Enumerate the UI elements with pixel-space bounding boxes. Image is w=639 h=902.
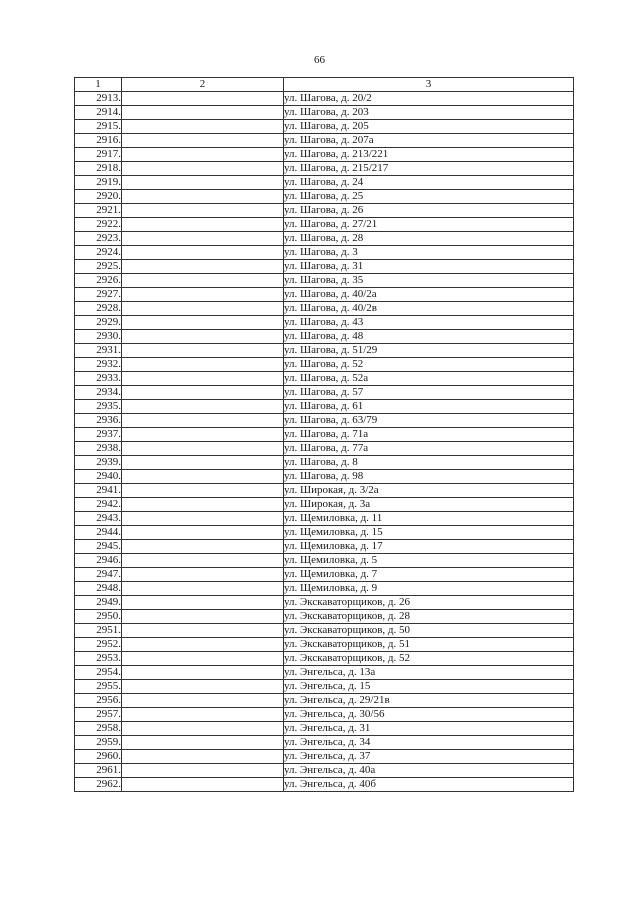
address-cell: ул. Шагова, д. 25	[284, 190, 574, 204]
organization-cell	[122, 722, 284, 736]
table-row	[75, 596, 574, 610]
table-row	[75, 246, 574, 260]
address-cell: ул. Щемиловка, д. 11	[284, 512, 574, 526]
table-row	[75, 260, 574, 274]
page-number: 66	[314, 54, 325, 66]
table-row	[75, 330, 574, 344]
address-cell: ул. Шагова, д. 205	[284, 120, 574, 134]
table-row	[75, 554, 574, 568]
organization-cell	[122, 484, 284, 498]
row-number-cell: 2952.	[75, 638, 122, 652]
table-row	[75, 582, 574, 596]
table-row	[75, 484, 574, 498]
table-row	[75, 274, 574, 288]
address-cell: ул. Шагова, д. 52	[284, 358, 574, 372]
row-number-cell: 2944.	[75, 526, 122, 540]
address-cell: ул. Энгельса, д. 40а	[284, 764, 574, 778]
organization-cell	[122, 204, 284, 218]
table-row	[75, 512, 574, 526]
table-body	[75, 92, 574, 792]
table-row	[75, 358, 574, 372]
organization-cell	[122, 148, 284, 162]
organization-cell	[122, 162, 284, 176]
address-cell: ул. Шагова, д. 215/217	[284, 162, 574, 176]
organization-cell	[122, 344, 284, 358]
table-row	[75, 344, 574, 358]
address-cell: ул. Энгельса, д. 40б	[284, 778, 574, 792]
organization-cell	[122, 652, 284, 666]
organization-cell	[122, 260, 284, 274]
row-number-cell: 2956.	[75, 694, 122, 708]
row-number-cell: 2930.	[75, 330, 122, 344]
address-cell: ул. Шагова, д. 63/79	[284, 414, 574, 428]
table-row	[75, 778, 574, 792]
table-row	[75, 288, 574, 302]
row-number-cell: 2935.	[75, 400, 122, 414]
organization-cell	[122, 386, 284, 400]
row-number-cell: 2929.	[75, 316, 122, 330]
table-row	[75, 456, 574, 470]
table-row	[75, 386, 574, 400]
organization-cell	[122, 680, 284, 694]
table-row	[75, 652, 574, 666]
address-cell: ул. Шагова, д. 8	[284, 456, 574, 470]
table-row	[75, 764, 574, 778]
row-number-cell: 2954.	[75, 666, 122, 680]
organization-cell	[122, 666, 284, 680]
table-row	[75, 190, 574, 204]
organization-cell	[122, 232, 284, 246]
table-row	[75, 218, 574, 232]
table-row	[75, 316, 574, 330]
organization-cell	[122, 778, 284, 792]
organization-cell	[122, 540, 284, 554]
organization-cell	[122, 106, 284, 120]
organization-cell	[122, 428, 284, 442]
table-row	[75, 176, 574, 190]
organization-cell	[122, 442, 284, 456]
table-row	[75, 610, 574, 624]
organization-cell	[122, 330, 284, 344]
row-number-cell: 2960.	[75, 750, 122, 764]
table-row	[75, 134, 574, 148]
row-number-cell: 2948.	[75, 582, 122, 596]
table-row	[75, 302, 574, 316]
column-header-organization: 2	[122, 78, 284, 92]
address-cell: ул. Шагова, д. 28	[284, 232, 574, 246]
organization-cell	[122, 568, 284, 582]
row-number-cell: 2921.	[75, 204, 122, 218]
organization-cell	[122, 554, 284, 568]
table-row	[75, 92, 574, 106]
table-row	[75, 498, 574, 512]
row-number-cell: 2914.	[75, 106, 122, 120]
row-number-cell: 2961.	[75, 764, 122, 778]
address-cell: ул. Шагова, д. 61	[284, 400, 574, 414]
row-number-cell: 2932.	[75, 358, 122, 372]
organization-cell	[122, 596, 284, 610]
row-number-cell: 2950.	[75, 610, 122, 624]
organization-cell	[122, 610, 284, 624]
table-row	[75, 106, 574, 120]
address-cell: ул. Шагова, д. 71а	[284, 428, 574, 442]
row-number-cell: 2955.	[75, 680, 122, 694]
address-cell: ул. Широкая, д. 3а	[284, 498, 574, 512]
table-row	[75, 568, 574, 582]
row-number-cell: 2913.	[75, 92, 122, 106]
organization-cell	[122, 316, 284, 330]
row-number-cell: 2925.	[75, 260, 122, 274]
table-row	[75, 148, 574, 162]
table-row	[75, 526, 574, 540]
row-number-cell: 2939.	[75, 456, 122, 470]
address-cell: ул. Шагова, д. 40/2в	[284, 302, 574, 316]
address-cell: ул. Шагова, д. 3	[284, 246, 574, 260]
organization-cell	[122, 624, 284, 638]
organization-cell	[122, 92, 284, 106]
organization-cell	[122, 134, 284, 148]
address-cell: ул. Экскаваторщиков, д. 51	[284, 638, 574, 652]
address-cell: ул. Энгельса, д. 30/56	[284, 708, 574, 722]
organization-cell	[122, 694, 284, 708]
address-cell: ул. Шагова, д. 20/2	[284, 92, 574, 106]
table-row	[75, 666, 574, 680]
organization-cell	[122, 400, 284, 414]
address-cell: ул. Шагова, д. 203	[284, 106, 574, 120]
address-cell: ул. Экскаваторщиков, д. 50	[284, 624, 574, 638]
address-cell: ул. Экскаваторщиков, д. 52	[284, 652, 574, 666]
organization-cell	[122, 246, 284, 260]
row-number-cell: 2945.	[75, 540, 122, 554]
row-number-cell: 2923.	[75, 232, 122, 246]
organization-cell	[122, 512, 284, 526]
row-number-cell: 2947.	[75, 568, 122, 582]
row-number-cell: 2931.	[75, 344, 122, 358]
row-number-cell: 2926.	[75, 274, 122, 288]
table-row	[75, 680, 574, 694]
address-cell: ул. Экскаваторщиков, д. 26	[284, 596, 574, 610]
address-cell: ул. Шагова, д. 35	[284, 274, 574, 288]
table-row	[75, 624, 574, 638]
table-row	[75, 120, 574, 134]
table-row	[75, 400, 574, 414]
address-table	[74, 77, 574, 792]
row-number-cell: 2958.	[75, 722, 122, 736]
table-row	[75, 232, 574, 246]
address-cell: ул. Щемиловка, д. 15	[284, 526, 574, 540]
row-number-cell: 2917.	[75, 148, 122, 162]
address-cell: ул. Щемиловка, д. 9	[284, 582, 574, 596]
row-number-cell: 2927.	[75, 288, 122, 302]
address-cell: ул. Шагова, д. 31	[284, 260, 574, 274]
address-cell: ул. Энгельса, д. 34	[284, 736, 574, 750]
organization-cell	[122, 288, 284, 302]
column-header-number: 1	[75, 78, 122, 92]
row-number-cell: 2924.	[75, 246, 122, 260]
row-number-cell: 2919.	[75, 176, 122, 190]
table-row	[75, 414, 574, 428]
organization-cell	[122, 708, 284, 722]
table-row	[75, 750, 574, 764]
table-row	[75, 442, 574, 456]
row-number-cell: 2936.	[75, 414, 122, 428]
address-cell: ул. Шагова, д. 40/2а	[284, 288, 574, 302]
row-number-cell: 2928.	[75, 302, 122, 316]
table-header-row	[75, 78, 574, 92]
organization-cell	[122, 456, 284, 470]
address-cell: ул. Энгельса, д. 13а	[284, 666, 574, 680]
row-number-cell: 2937.	[75, 428, 122, 442]
row-number-cell: 2943.	[75, 512, 122, 526]
table-row	[75, 162, 574, 176]
address-cell: ул. Шагова, д. 77а	[284, 442, 574, 456]
address-cell: ул. Энгельса, д. 15	[284, 680, 574, 694]
address-cell: ул. Щемиловка, д. 7	[284, 568, 574, 582]
address-cell: ул. Шагова, д. 207а	[284, 134, 574, 148]
row-number-cell: 2916.	[75, 134, 122, 148]
address-cell: ул. Шагова, д. 27/21	[284, 218, 574, 232]
table-row	[75, 372, 574, 386]
organization-cell	[122, 176, 284, 190]
row-number-cell: 2946.	[75, 554, 122, 568]
address-cell: ул. Щемиловка, д. 5	[284, 554, 574, 568]
row-number-cell: 2959.	[75, 736, 122, 750]
address-cell: ул. Шагова, д. 57	[284, 386, 574, 400]
organization-cell	[122, 302, 284, 316]
address-cell: ул. Энгельса, д. 31	[284, 722, 574, 736]
row-number-cell: 2941.	[75, 484, 122, 498]
row-number-cell: 2949.	[75, 596, 122, 610]
row-number-cell: 2957.	[75, 708, 122, 722]
address-cell: ул. Энгельса, д. 29/21в	[284, 694, 574, 708]
address-cell: ул. Шагова, д. 48	[284, 330, 574, 344]
organization-cell	[122, 120, 284, 134]
row-number-cell: 2920.	[75, 190, 122, 204]
address-cell: ул. Шагова, д. 213/221	[284, 148, 574, 162]
organization-cell	[122, 372, 284, 386]
row-number-cell: 2934.	[75, 386, 122, 400]
row-number-cell: 2953.	[75, 652, 122, 666]
address-cell: ул. Шагова, д. 43	[284, 316, 574, 330]
row-number-cell: 2915.	[75, 120, 122, 134]
organization-cell	[122, 274, 284, 288]
organization-cell	[122, 218, 284, 232]
table-row	[75, 708, 574, 722]
row-number-cell: 2933.	[75, 372, 122, 386]
column-header-address: 3	[284, 78, 574, 92]
organization-cell	[122, 638, 284, 652]
organization-cell	[122, 358, 284, 372]
table-row	[75, 470, 574, 484]
organization-cell	[122, 736, 284, 750]
row-number-cell: 2962.	[75, 778, 122, 792]
organization-cell	[122, 526, 284, 540]
organization-cell	[122, 582, 284, 596]
row-number-cell: 2942.	[75, 498, 122, 512]
organization-cell	[122, 750, 284, 764]
row-number-cell: 2951.	[75, 624, 122, 638]
address-cell: ул. Щемиловка, д. 17	[284, 540, 574, 554]
organization-cell	[122, 414, 284, 428]
address-cell: ул. Шагова, д. 98	[284, 470, 574, 484]
organization-cell	[122, 470, 284, 484]
address-cell: ул. Шагова, д. 26	[284, 204, 574, 218]
table-row	[75, 736, 574, 750]
address-cell: ул. Энгельса, д. 37	[284, 750, 574, 764]
address-cell: ул. Экскаваторщиков, д. 28	[284, 610, 574, 624]
address-cell: ул. Шагова, д. 51/29	[284, 344, 574, 358]
row-number-cell: 2922.	[75, 218, 122, 232]
address-cell: ул. Широкая, д. 3/2а	[284, 484, 574, 498]
organization-cell	[122, 764, 284, 778]
row-number-cell: 2938.	[75, 442, 122, 456]
table-row	[75, 722, 574, 736]
organization-cell	[122, 498, 284, 512]
organization-cell	[122, 190, 284, 204]
table-row	[75, 638, 574, 652]
table-row	[75, 204, 574, 218]
table-row	[75, 540, 574, 554]
row-number-cell: 2940.	[75, 470, 122, 484]
address-cell: ул. Шагова, д. 52а	[284, 372, 574, 386]
table-row	[75, 428, 574, 442]
row-number-cell: 2918.	[75, 162, 122, 176]
table-row	[75, 694, 574, 708]
address-cell: ул. Шагова, д. 24	[284, 176, 574, 190]
